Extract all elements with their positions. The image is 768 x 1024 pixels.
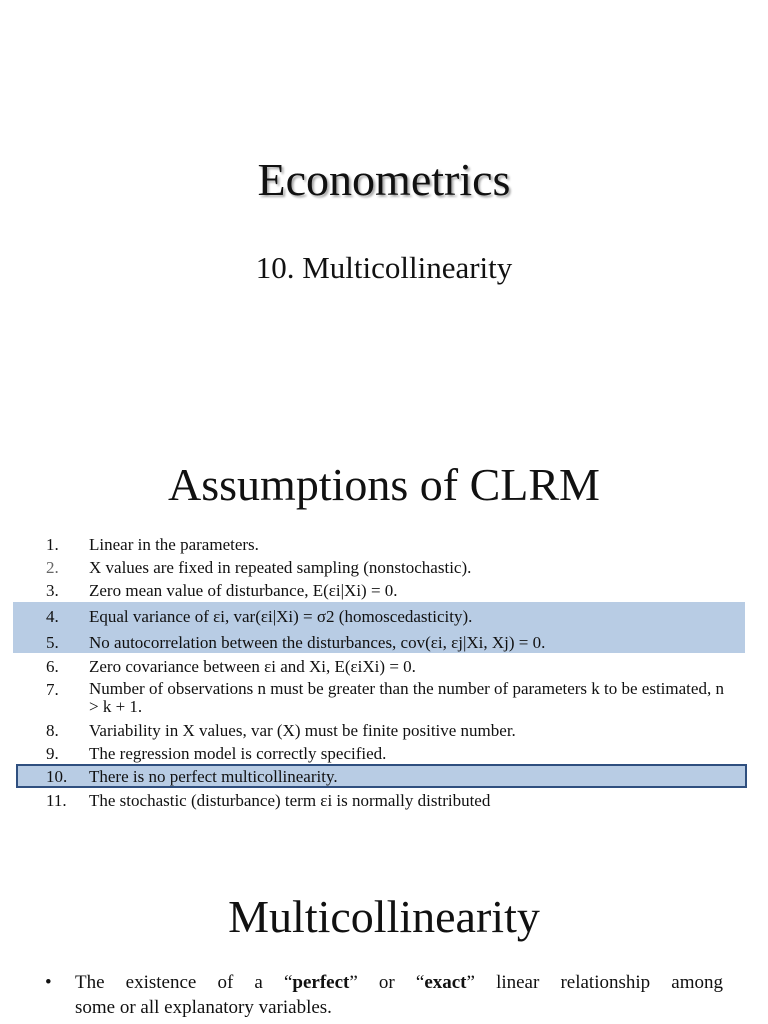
slide-subtitle: 10. Multicollinearity	[255, 250, 513, 285]
item-number: 3.	[46, 581, 59, 600]
item-text: Linear in the parameters.	[89, 535, 259, 554]
item-text: X values are fixed in repeated sampling (nonstochastic).	[89, 558, 472, 577]
item-number: 10.	[46, 767, 68, 786]
bullet-text	[75, 970, 723, 1020]
item-number: 6.	[46, 657, 59, 676]
bold-exact: exact	[424, 972, 467, 993]
item-number: 1.	[46, 535, 59, 554]
item-text: Zero covariance between εi and Xi, E(εiXi) = 0.	[89, 657, 416, 676]
item-text: The regression model is correctly specified.	[89, 744, 387, 763]
item-number: 7.	[46, 680, 59, 699]
bullet-text-mid: ” or “	[349, 972, 425, 993]
bullet-line-2: some or all explanatory variables.	[75, 997, 332, 1018]
item-text: The stochastic (disturbance) term εi is normally distributed	[89, 791, 491, 810]
item-text: Zero mean value of disturbance, E(εi|Xi) = 0.	[89, 581, 398, 600]
section-heading-assumptions: Assumptions of CLRM	[168, 459, 600, 510]
slide-title: Econometrics	[257, 154, 511, 205]
item-text: Variability in X values, var (X) must be finite positive number.	[89, 721, 516, 740]
item-number: 5.	[46, 633, 59, 652]
bullet-icon: •	[45, 972, 52, 993]
item-text: There is no perfect multicollinearity.	[89, 767, 338, 786]
item-text: No autocorrelation between the disturbances, cov(εi, εj|Xi, Xj) = 0.	[89, 633, 546, 652]
item-number: 9.	[46, 744, 59, 763]
item-text: Equal variance of εi, var(εi|Xi) = σ2 (homoscedasticity).	[89, 607, 473, 626]
bullet-text-prefix: The existence of a “	[75, 972, 293, 993]
item-number: 4.	[46, 607, 59, 626]
item-number: 2.	[46, 558, 59, 577]
bullet-text-suffix: ” linear relationship among	[466, 972, 723, 993]
bullet-line-1	[75, 970, 723, 995]
item-number: 8.	[46, 721, 59, 740]
section-heading-multicollinearity: Multicollinearity	[228, 891, 540, 942]
item-text: Number of observations n must be greater than the number of parameters k to be estimated, n > k + 1.	[89, 679, 724, 716]
bold-perfect: perfect	[292, 972, 350, 993]
item-number: 11.	[46, 791, 67, 810]
